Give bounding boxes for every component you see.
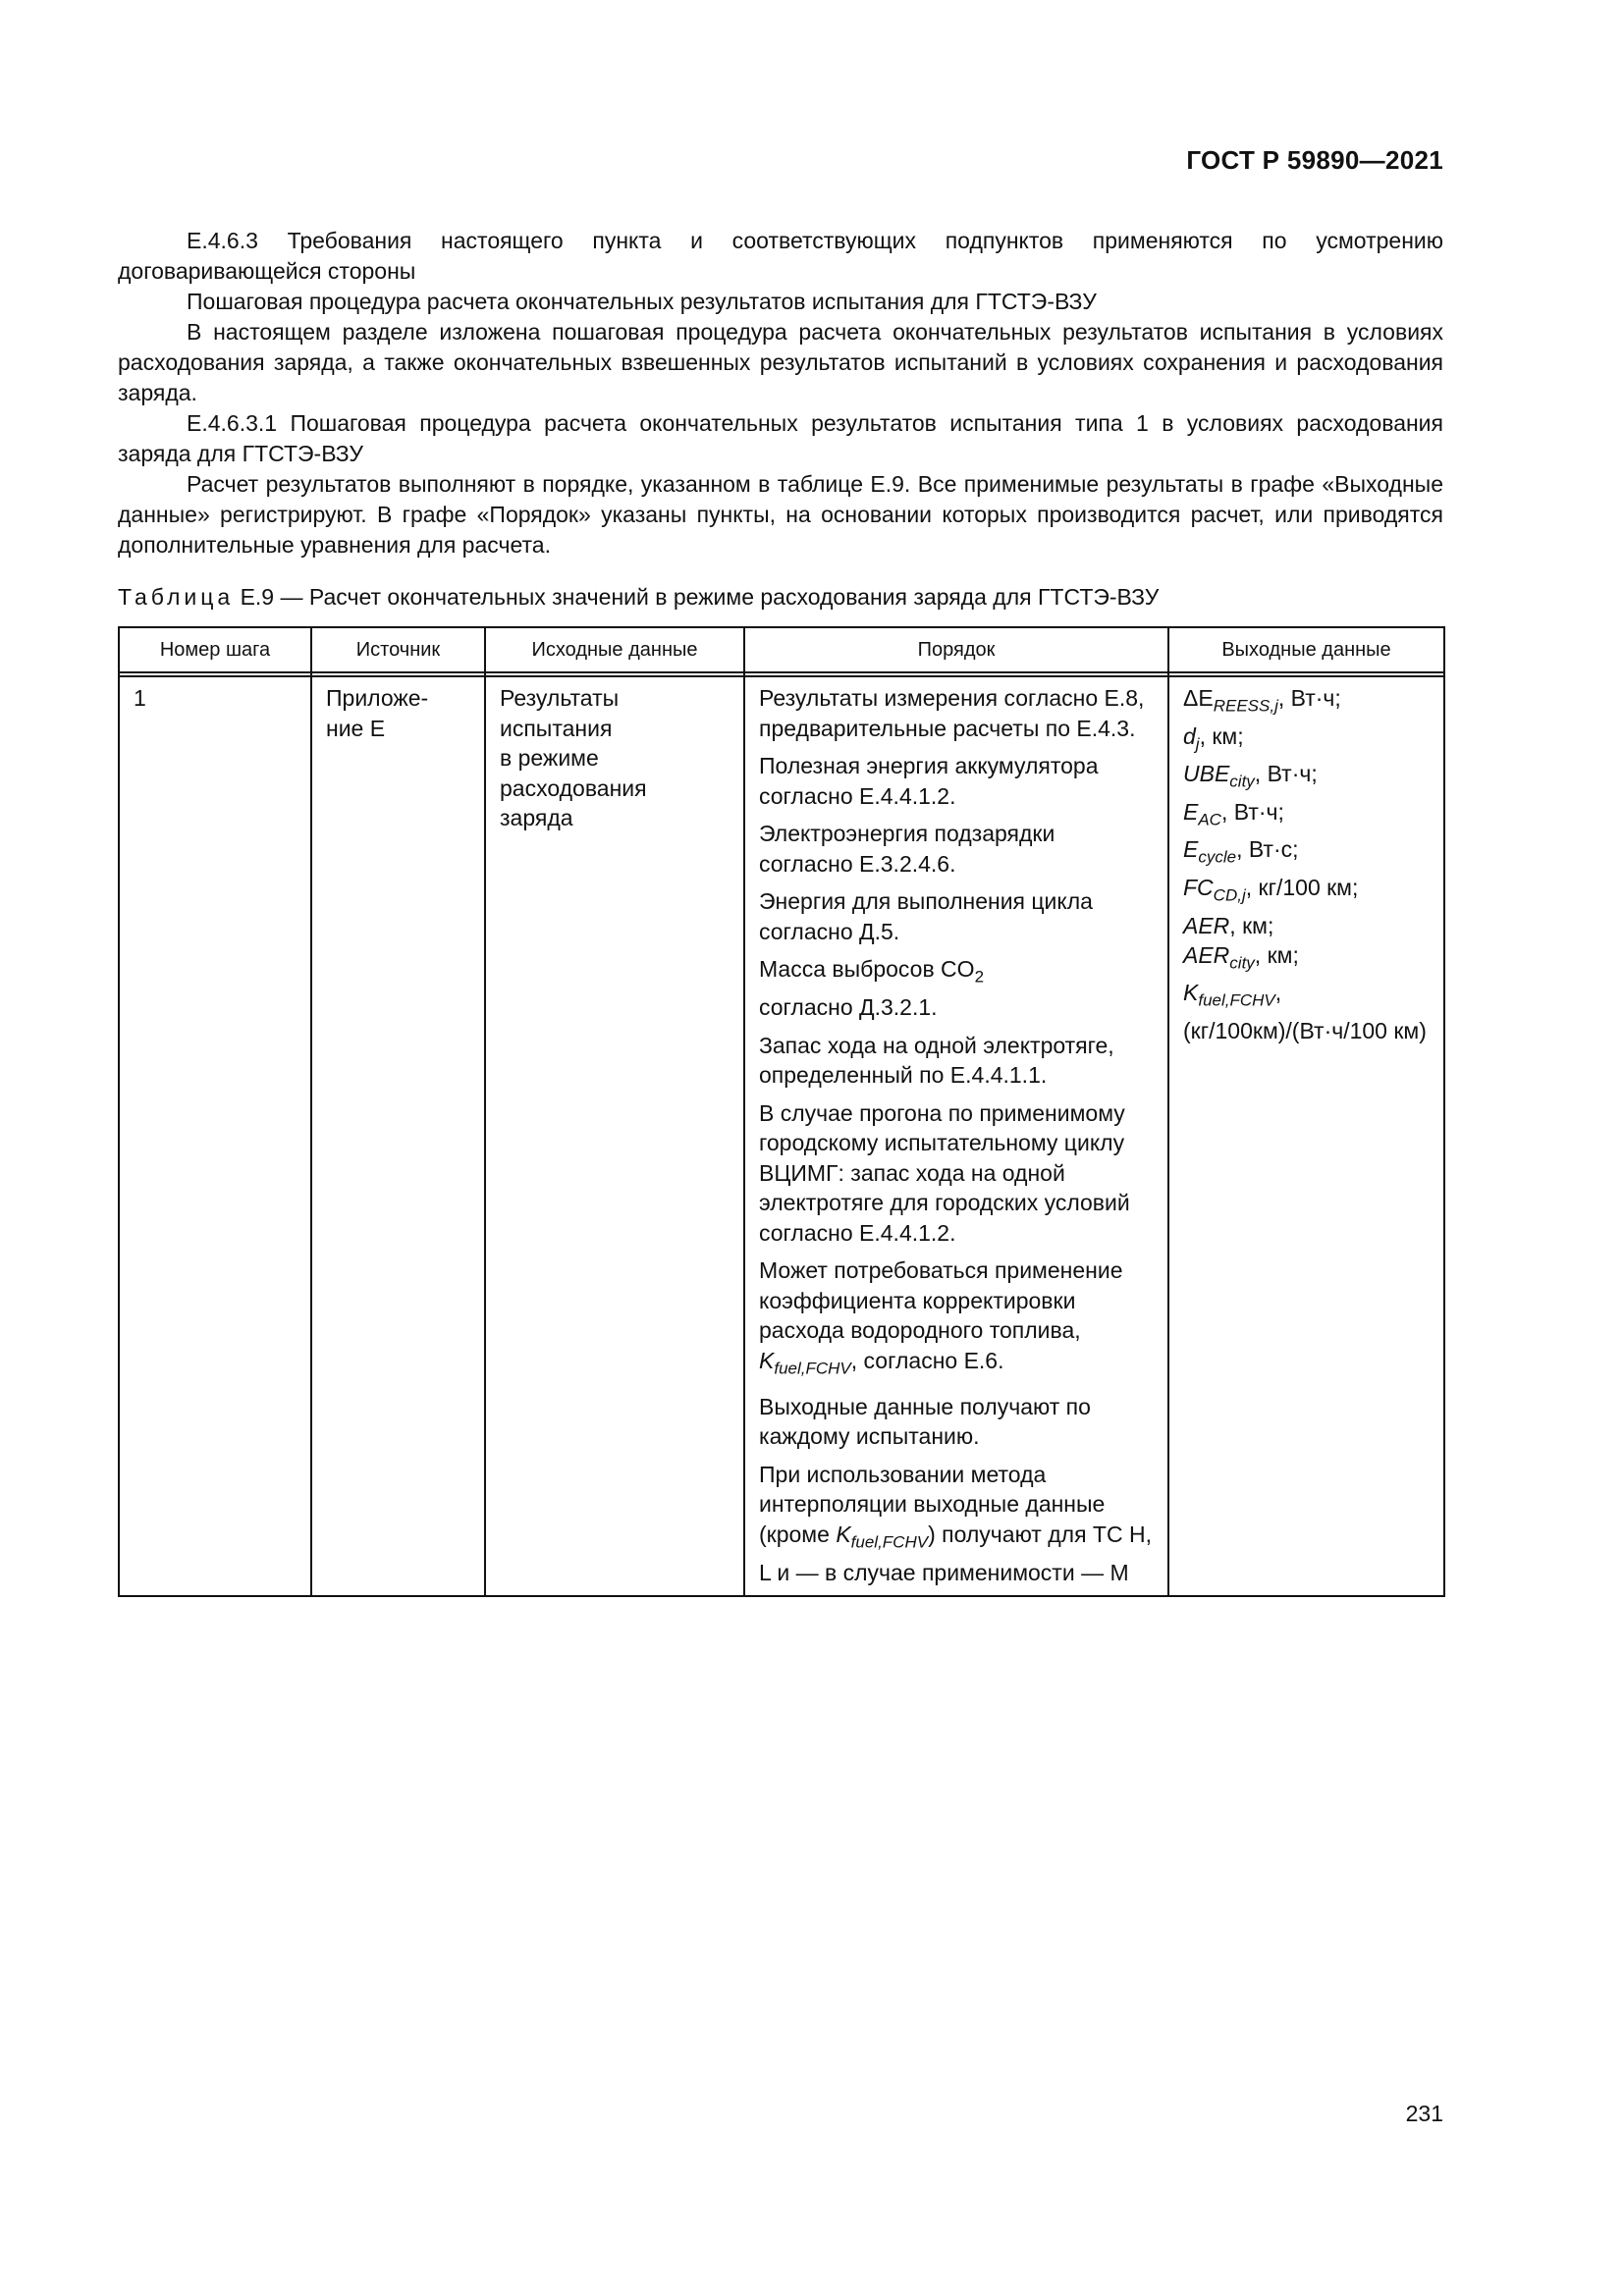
- cell-source: Приложе- ние Е: [311, 676, 485, 1596]
- paragraph-e4-6-3-1: Е.4.6.3.1 Пошаговая процедура расчета окончательных результатов испытания типа 1 в условиях расходования заряда для ГТСТЭ-ВЗУ: [118, 410, 1443, 466]
- header-step-number: Номер шага: [119, 627, 311, 672]
- order-item: Электроэнергия подзарядки согласно Е.3.2.4.6.: [759, 821, 1055, 877]
- paragraph-section-intro: В настоящем разделе изложена пошаговая процедура расчета окончательных результатов испытания в условиях расходования заряда, а также окончательных взвешенных результатов испытаний в условиях сохранения и расходования заряда.: [118, 319, 1443, 405]
- order-item: В случае прогона по применимому городскому испытательному циклу ВЦИМГ: запас хода на одной электротяге для городских условий согласно Е.4.4.1.2.: [759, 1099, 1130, 1246]
- order-item: Результаты измерения согласно Е.8, предварительные расчеты по Е.4.3.: [759, 685, 1145, 741]
- output-line: $E_{cycle}$, Вт·с;: [1183, 836, 1299, 867]
- correction-text: Может потребоваться применение коэффициента корректировки расхода водородного топлива,: [759, 1257, 1123, 1344]
- table-header-row: [119, 627, 1444, 672]
- table-caption: [118, 582, 1443, 613]
- co2-text: Масса выбросов CO: [759, 956, 975, 982]
- output-line: $FC_{CD,j}$, кг/100 км;: [1183, 874, 1359, 905]
- k-symbol: K: [836, 1521, 851, 1547]
- order-item: Энергия для выполнения цикла согласно Д.5.: [759, 888, 1093, 944]
- order-item: Выходные данные получают по каждому испытанию.: [759, 1393, 1091, 1450]
- order-item-correction: [759, 1255, 1154, 1384]
- output-units-line: (кг/100км)/(Вт·ч/100 км): [1183, 1017, 1427, 1043]
- k-symbol: K: [759, 1347, 775, 1373]
- page-number: 231: [1405, 2101, 1443, 2126]
- paragraph-calculation-order: Расчет результатов выполняют в порядке, указанном в таблице Е.9. Все применимые результаты в графе «Выходные данные» регистрируют. В графе «Порядок» указаны пункты, на основании которых производится расчет, или приводятся дополнительные уравнения для расчета.: [118, 471, 1443, 558]
- table-row: [119, 676, 1444, 1596]
- order-item: Запас хода на одной электротяге, определенный по Е.4.4.1.1.: [759, 1032, 1114, 1089]
- cell-output: [1168, 676, 1444, 1596]
- output-line: $\Delta E_{REESS,j}$, Вт·ч;: [1183, 685, 1341, 716]
- output-line: $AER_{city}$, км;: [1183, 941, 1299, 973]
- header-source: Источник: [311, 627, 485, 672]
- header-output-data: Выходные данные: [1168, 627, 1444, 672]
- co2-reference: согласно Д.3.2.1.: [759, 994, 938, 1021]
- table-caption-text: Е.9 — Расчет окончательных значений в режиме расходования заряда для ГТСТЭ-ВЗУ: [240, 584, 1160, 610]
- cell-step: 1: [119, 676, 311, 1596]
- table-caption-label: Таблица: [118, 584, 235, 610]
- co2-subscript: 2: [974, 967, 985, 987]
- order-item: Полезная энергия аккумулятора согласно Е.4.4.1.2.: [759, 753, 1099, 809]
- cell-order: [744, 676, 1168, 1596]
- correction-reference: , согласно Е.6.: [850, 1347, 1004, 1373]
- interpolation-text: При использовании метода интерполяции выходные данные (кроме: [759, 1461, 1106, 1547]
- header-order: Порядок: [744, 627, 1168, 672]
- interpolation-tail: ) получают для ТС H, L и — в случае применимости — M: [759, 1521, 1152, 1585]
- document-code: ГОСТ Р 59890—2021: [1186, 145, 1443, 175]
- k-subscript: fuel,FCHV: [774, 1359, 851, 1378]
- order-item-interpolation: [759, 1460, 1154, 1588]
- cell-input: Результаты испытания в режиме расходования заряда: [485, 676, 744, 1596]
- body-text: [118, 226, 1443, 561]
- output-line: $d_j$, км;: [1183, 722, 1244, 754]
- order-item-co2: [759, 954, 1154, 1023]
- paragraph-procedure-title: Пошаговая процедура расчета окончательных результатов испытания для ГТСТЭ-ВЗУ: [187, 289, 1097, 314]
- output-line: AER, км;: [1183, 912, 1274, 938]
- k-subscript: fuel,FCHV: [850, 1532, 929, 1552]
- header-input-data: Исходные данные: [485, 627, 744, 672]
- output-line: $K_{fuel,FCHV}$,: [1183, 980, 1282, 1010]
- output-line: $UBE_{city}$, Вт·ч;: [1183, 761, 1318, 791]
- paragraph-e4-6-3: Е.4.6.3 Требования настоящего пункта и соответствующих подпунктов применяются по усмотрению договаривающейся стороны: [118, 228, 1443, 284]
- calculation-table: [118, 626, 1445, 1597]
- output-line: $E_{AC}$, Вт·ч;: [1183, 798, 1284, 829]
